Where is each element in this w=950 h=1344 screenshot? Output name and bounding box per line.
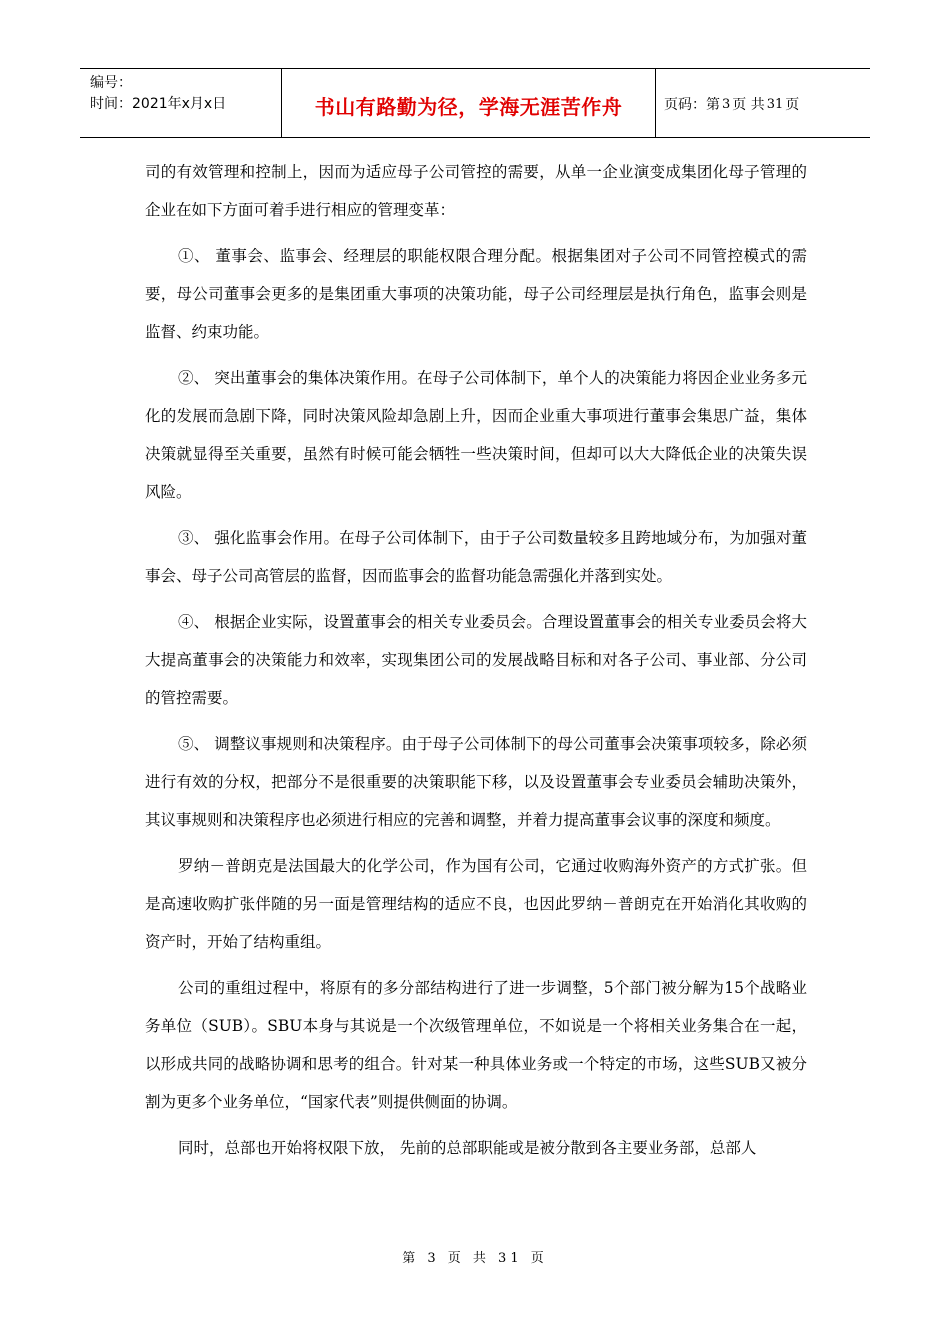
paragraph-intro: 司的有效管理和控制上，因而为适应母子公司管控的需要，从单一企业演变成集团化母子管理的企业在如下方面可着手进行相应的管理变革： bbox=[145, 163, 807, 219]
paragraph-item-3: ③、 强化监事会作用。在母子公司体制下，由于子公司数量较多且跨地域分布，为加强对董事会、母子公司高管层的监督，因而监事会的监督功能急需强化并落到实处。 bbox=[145, 529, 807, 585]
paragraph-item-1: ①、 董事会、监事会、经理层的职能权限合理分配。根据集团对子公司不同管控模式的需要，母公司董事会更多的是集团重大事项的决策功能，母子公司经理层是执行角色，监事会则是监督、约束功能。 bbox=[145, 247, 807, 341]
date-label: 时间：2021年x月x日 bbox=[90, 96, 227, 112]
paragraph-item-4: ④、 根据企业实际，设置董事会的相关专业委员会。合理设置董事会的相关专业委员会将大大提高董事会的决策能力和效率，实现集团公司的发展战略目标和对各子公司、事业部、分公司的管控需要。 bbox=[145, 613, 807, 707]
page-footer: 第 3 页 共 31 页 bbox=[402, 1251, 548, 1266]
header-meta bbox=[80, 69, 282, 137]
page-middle: 页 共 bbox=[732, 97, 765, 113]
paragraph-item-2: ②、 突出董事会的集体决策作用。在母子公司体制下，单个人的决策能力将因企业业务多元化的发展而急剧下降，同时决策风险却急剧上升，因而企业重大事项进行董事会集思广益，集体决策就显得至关重要，虽然有时候可能会牺牲一些决策时间，但却可以大大降低企业的决策失误风险。 bbox=[145, 369, 807, 501]
paragraph-rhone-poulenc: 罗纳－普朗克是法国最大的化学公司，作为国有公司，它通过收购海外资产的方式扩张。但是高速收购扩张伴随的另一面是管理结构的适应不良，也因此罗纳－普朗克在开始消化其收购的资产时，开始了结构重组。 bbox=[145, 857, 807, 951]
document-body bbox=[145, 153, 807, 1175]
page-prefix: 页码：第 bbox=[664, 97, 720, 113]
paragraph-restructuring: 公司的重组过程中，将原有的多分部结构进行了进一步调整，5个部门被分解为15个战略业务单位（SUB）。SBU本身与其说是一个次级管理单位，不如说是一个将相关业务集合在一起，以形成共同的战略协调和思考的组合。针对某一种具体业务或一个特定的市场，这些SUB又被分割为更多个业务单位，“国家代表”则提供侧面的协调。 bbox=[145, 979, 807, 1111]
page-current: 3 bbox=[722, 96, 731, 112]
header-motto: 书山有路勤为径，学海无涯苦作舟 bbox=[282, 69, 656, 137]
paragraph-decentralization: 同时，总部也开始将权限下放， 先前的总部职能或是被分散到各主要业务部，总部人 bbox=[178, 1139, 757, 1157]
header-page-info bbox=[656, 69, 870, 137]
page-total: 31 bbox=[766, 96, 784, 112]
number-label: 编号： bbox=[90, 75, 132, 91]
paragraph-item-5: ⑤、 调整议事规则和决策程序。由于母子公司体制下的母公司董事会决策事项较多，除必须进行有效的分权，把部分不是很重要的决策职能下移，以及设置董事会专业委员会辅助决策外，其议事规则和决策程序也必须进行相应的完善和调整，并着力提高董事会议事的深度和频度。 bbox=[145, 735, 807, 829]
page-suffix: 页 bbox=[785, 97, 800, 113]
page-header bbox=[80, 68, 870, 138]
